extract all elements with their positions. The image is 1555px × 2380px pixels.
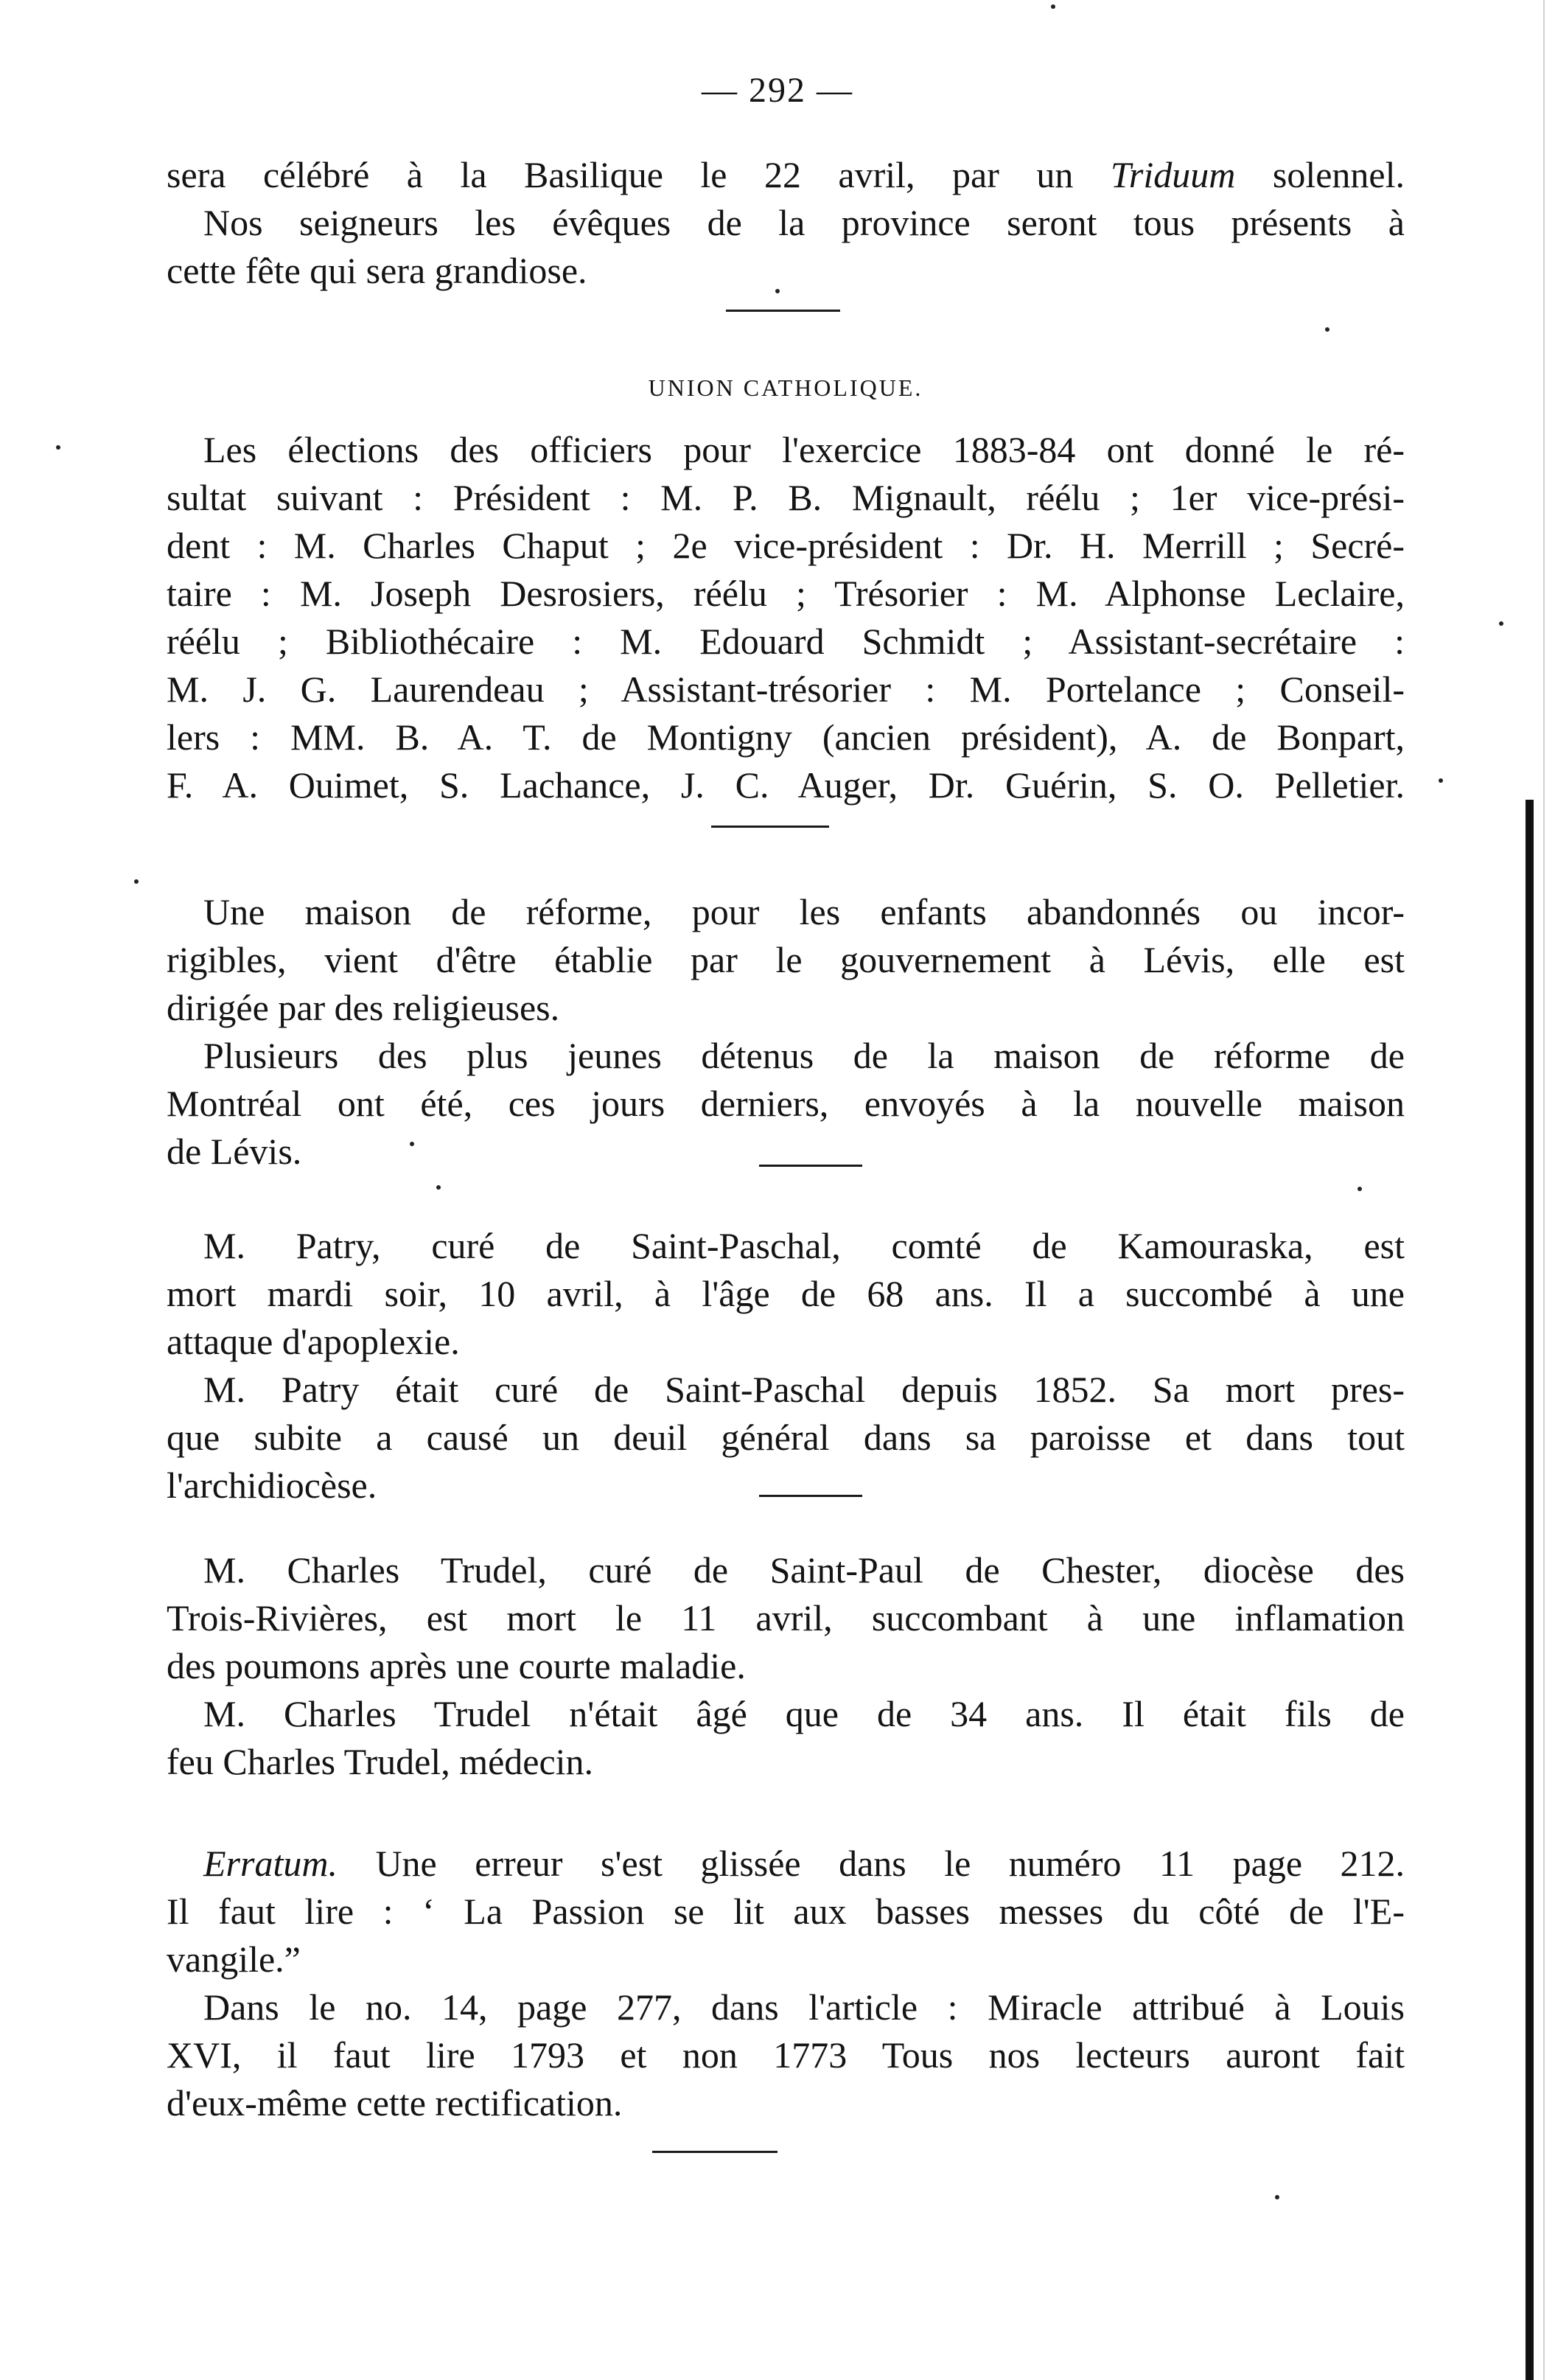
page-number: — 292 — [702,71,853,110]
trudel-line: feu Charles Trudel, médecin. [167,1741,594,1782]
scan-speck [410,1142,414,1146]
union-line: taire : M. Joseph Desrosiers, réélu ; Trésorier : M. Alphonse Leclaire, [167,573,1405,614]
erratum-line: vangile.” [167,1938,301,1980]
union-line: Les élections des officiers pour l'exercice 1883-84 ont donné le ré- [203,429,1405,470]
reforme-paragraph [167,888,1405,1176]
trudel-line: M. Charles Trudel n'était âgé que de 34 ans. Il était fils de [203,1693,1405,1734]
union-line: M. J. G. Laurendeau ; Assistant-trésorier : M. Portelance ; Conseil- [167,669,1405,710]
reforme-line: dirigée par des religieuses. [167,987,560,1028]
union-line: F. A. Ouimet, S. Lachance, J. C. Auger, Dr. Guérin, S. O. Pelletier. [167,764,1405,806]
patry-line: mort mardi soir, 10 avril, à l'âge de 68 ans. Il a succombé à une [167,1273,1405,1314]
union-line: sultat suivant : Président : M. P. B. Mignault, réélu ; 1er vice-prési- [167,477,1405,518]
reforme-line: Montréal ont été, ces jours derniers, envoyés à la nouvelle maison [167,1083,1405,1124]
section-divider [652,2151,778,2153]
scan-speck [1275,2195,1279,2199]
intro-line-1: sera célébré à la Basilique le 22 avril, par un Triduum solennel. [167,154,1405,195]
section-divider [759,1495,862,1497]
erratum-paragraph [167,1840,1405,2127]
scan-speck [436,1185,441,1190]
patry-line: M. Patry, curé de Saint-Paschal, comté de Kamouraska, est [203,1225,1405,1266]
page-edge-shadow [1543,0,1545,2380]
patry-line: que subite a causé un deuil général dans sa paroisse et dans tout [167,1417,1405,1458]
scan-speck [1499,621,1503,626]
union-paragraph [167,426,1405,809]
erratum-line: Dans le no. 14, page 277, dans l'article : Miracle attribué à Louis [203,1986,1405,2028]
erratum-line: XVI, il faut lire 1793 et non 1773 Tous nos lecteurs auront fait [167,2034,1405,2076]
union-line: réélu ; Bibliothécaire : M. Edouard Schmidt ; Assistant-secrétaire : [167,621,1405,662]
trudel-paragraph [167,1546,1405,1786]
reforme-line: Une maison de réforme, pour les enfants abandonnés ou incor- [203,891,1405,932]
intro-line-2: Nos seigneurs les évêques de la province seront tous présents à [203,202,1405,243]
intro-line-3: cette fête qui sera grandiose. [167,250,587,291]
section-heading-union-catholique: UNION CATHOLIQUE. [648,374,923,401]
section-divider [726,310,840,312]
page-binding-edge [1526,800,1534,2380]
union-line: dent : M. Charles Chaput ; 2e vice-président : Dr. H. Merrill ; Secré- [167,525,1405,566]
scan-speck [56,445,60,450]
intro-paragraph [167,151,1405,295]
scan-speck [1325,327,1329,332]
trudel-line: Trois-Rivières, est mort le 11 avril, succombant à une inflamation [167,1597,1405,1639]
union-line: lers : MM. B. A. T. de Montigny (ancien président), A. de Bonpart, [167,716,1405,758]
reforme-line: rigibles, vient d'être établie par le gouvernement à Lévis, elle est [167,939,1405,980]
erratum-line: Il faut lire : ‘ La Passion se lit aux basses messes du côté de l'E- [167,1891,1405,1932]
section-divider [759,1165,862,1167]
trudel-line: des poumons après une courte maladie. [167,1645,746,1686]
erratum-line-1: Erratum. Une erreur s'est glissée dans le numéro 11 page 212. [203,1843,1405,1884]
section-divider [711,826,829,828]
triduum-italic: Triduum [1110,154,1236,195]
patry-line: attaque d'apoplexie. [167,1321,460,1362]
erratum-label: Erratum. [203,1843,338,1884]
erratum-line: d'eux-même cette rectification. [167,2082,623,2123]
scan-speck [134,879,139,884]
patry-line: M. Patry était curé de Saint-Paschal depuis 1852. Sa mort pres- [203,1369,1405,1410]
patry-line: l'archidiocèse. [167,1465,377,1506]
trudel-line: M. Charles Trudel, curé de Saint-Paul de Chester, diocèse des [203,1549,1405,1591]
scan-speck [775,289,780,293]
reforme-line: de Lévis. [167,1131,302,1172]
scan-speck [1051,4,1055,9]
scan-speck [1439,778,1443,783]
scan-speck [1357,1187,1362,1191]
reforme-line: Plusieurs des plus jeunes détenus de la maison de réforme de [203,1035,1405,1076]
patry-paragraph [167,1222,1405,1510]
